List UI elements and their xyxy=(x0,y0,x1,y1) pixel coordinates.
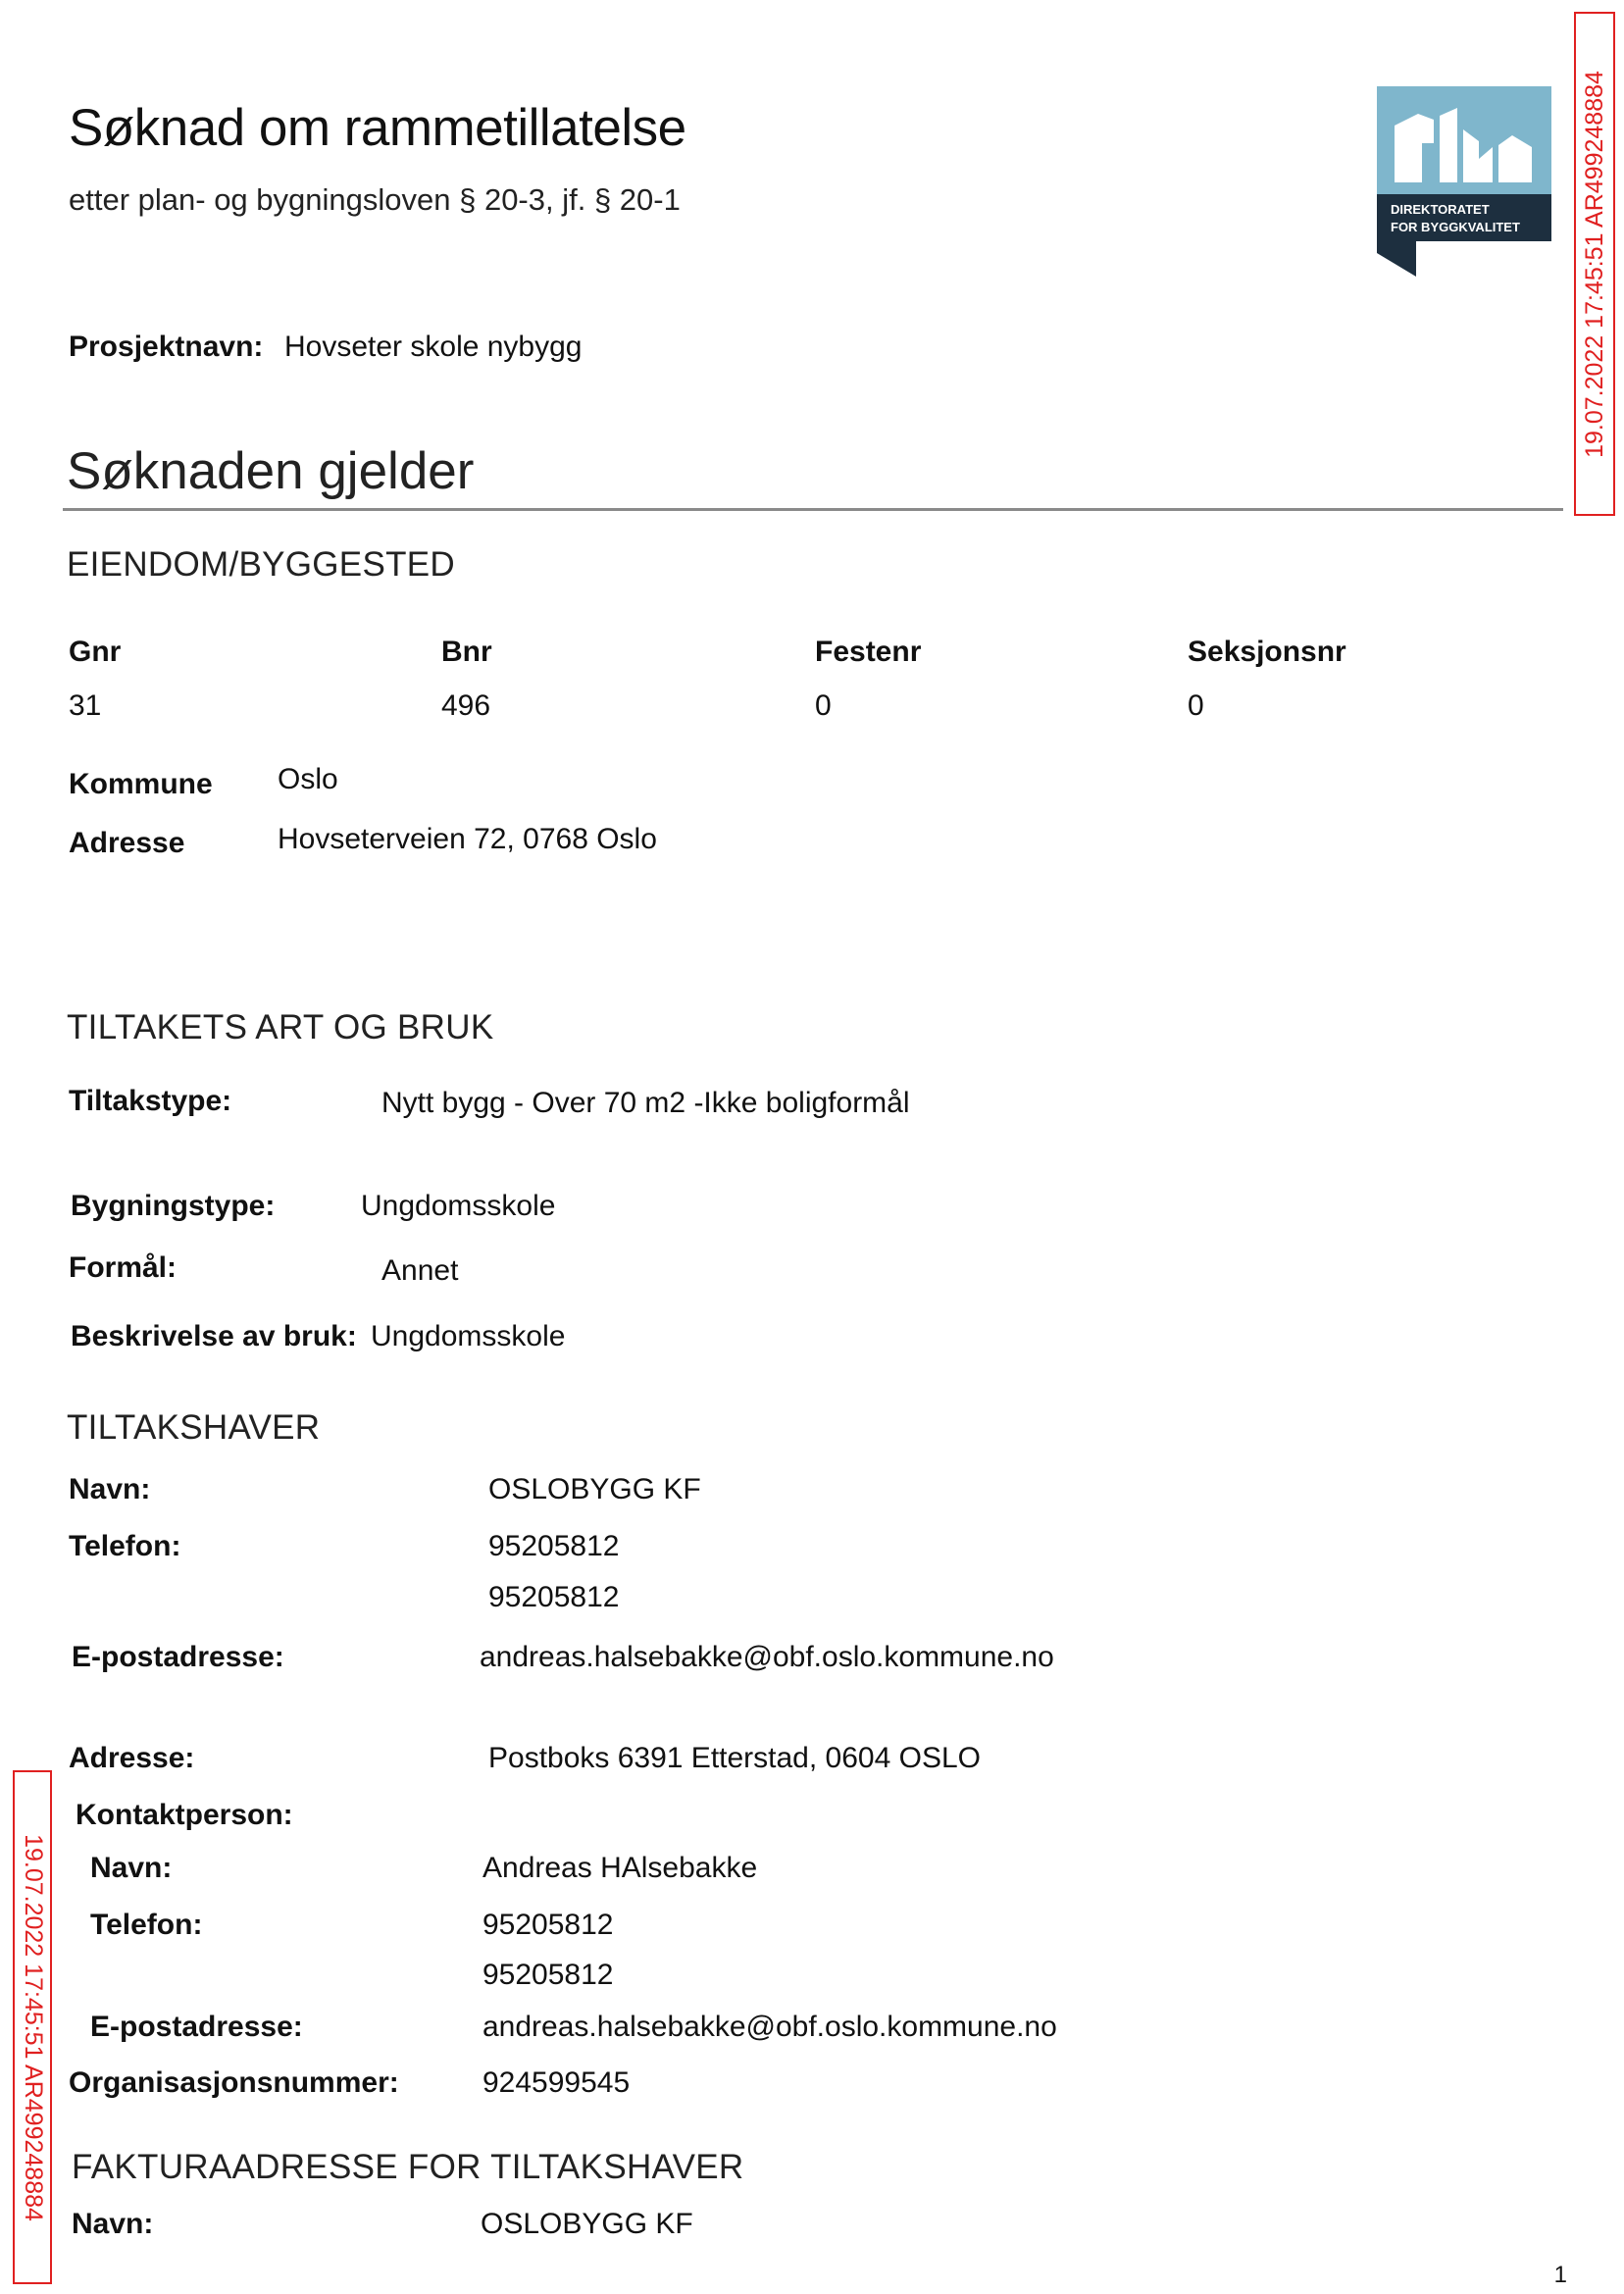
eiendom-heading: EIENDOM/BYGGESTED xyxy=(67,545,455,584)
kontakt-telefon-1: 95205812 xyxy=(482,1909,614,1941)
tiltakshaver-epost-value: andreas.halsebakke@obf.oslo.kommune.no xyxy=(480,1641,1054,1673)
document-subtitle: etter plan- og bygningsloven § 20-3, jf. § 20-1 xyxy=(69,182,681,217)
kontakt-epost-value: andreas.halsebakke@obf.oslo.kommune.no xyxy=(482,2011,1057,2043)
project-label: Prosjektnavn: xyxy=(69,331,264,363)
adresse-label: Adresse xyxy=(69,827,185,859)
kontakt-epost-label: E-postadresse: xyxy=(90,2011,303,2043)
bygningstype-label: Bygningstype: xyxy=(71,1190,276,1222)
kontaktperson-label: Kontaktperson: xyxy=(76,1799,293,1831)
tiltakshaver-adresse-value: Postboks 6391 Etterstad, 0604 OSLO xyxy=(488,1742,981,1774)
tiltakshaver-telefon-label: Telefon: xyxy=(69,1530,181,1562)
gnr-value: 31 xyxy=(69,689,102,722)
adresse-value: Hovseterveien 72, 0768 Oslo xyxy=(278,823,657,855)
project-value: Hovseter skole nybygg xyxy=(284,331,583,363)
kommune-value: Oslo xyxy=(278,763,338,795)
tiltakshaver-telefon-1: 95205812 xyxy=(488,1530,620,1562)
tiltakshaver-epost-label: E-postadresse: xyxy=(72,1641,284,1673)
logo-text-line1: DIREKTORATET xyxy=(1391,202,1490,217)
tiltak-heading: TILTAKETS ART OG BRUK xyxy=(67,1008,494,1046)
seksjonsnr-label: Seksjonsnr xyxy=(1188,636,1346,668)
timestamp-stamp-top xyxy=(1574,12,1615,516)
kontakt-telefon-2: 95205812 xyxy=(482,1959,614,1991)
festenr-value: 0 xyxy=(815,689,832,722)
tiltakshaver-navn-value: OSLOBYGG KF xyxy=(488,1473,701,1505)
tiltakshaver-adresse-label: Adresse: xyxy=(69,1742,195,1774)
bruk-label: Beskrivelse av bruk: xyxy=(71,1320,357,1352)
section-divider xyxy=(63,508,1563,511)
kontakt-telefon-label: Telefon: xyxy=(90,1909,203,1941)
kontakt-navn-value: Andreas HAlsebakke xyxy=(482,1852,758,1884)
timestamp-stamp-text: 19.07.2022 17:45:51 AR499248884 xyxy=(1580,70,1608,458)
organisasjonsnummer-value: 924599545 xyxy=(482,2066,631,2099)
faktura-navn-value: OSLOBYGG KF xyxy=(481,2208,693,2240)
seksjonsnr-value: 0 xyxy=(1188,689,1204,722)
page-number: 1 xyxy=(1553,2262,1567,2288)
timestamp-stamp-bottom xyxy=(13,1770,52,2284)
logo-text-line2: FOR BYGGKVALITET xyxy=(1391,220,1520,234)
formal-value: Annet xyxy=(381,1254,459,1287)
faktura-heading: FAKTURAADRESSE FOR TILTAKSHAVER xyxy=(72,2148,744,2186)
kommune-label: Kommune xyxy=(69,768,213,800)
faktura-navn-label: Navn: xyxy=(72,2208,154,2240)
dibk-logo-mark xyxy=(1377,86,1551,277)
bnr-value: 496 xyxy=(441,689,491,722)
bnr-label: Bnr xyxy=(441,636,492,668)
bruk-value: Ungdomsskole xyxy=(371,1320,566,1352)
tiltakstype-label: Tiltakstype: xyxy=(69,1085,232,1117)
tiltakshaver-telefon-2: 95205812 xyxy=(488,1581,620,1613)
tiltakshaver-navn-label: Navn: xyxy=(69,1473,151,1505)
dibk-logo xyxy=(1377,86,1551,277)
bygningstype-value: Ungdomsskole xyxy=(361,1190,556,1222)
kontakt-navn-label: Navn: xyxy=(90,1852,173,1884)
timestamp-stamp-text: 19.07.2022 17:45:51 AR499248884 xyxy=(19,1833,47,2221)
tiltakshaver-heading: TILTAKSHAVER xyxy=(67,1408,321,1447)
organisasjonsnummer-label: Organisasjonsnummer: xyxy=(69,2066,399,2099)
document-title: Søknad om rammetillatelse xyxy=(69,99,686,157)
festenr-label: Festenr xyxy=(815,636,922,668)
tiltakstype-value: Nytt bygg - Over 70 m2 -Ikke boligformål xyxy=(381,1087,910,1119)
gnr-label: Gnr xyxy=(69,636,122,668)
section-title: Søknaden gjelder xyxy=(67,442,475,500)
formal-label: Formål: xyxy=(69,1251,178,1284)
